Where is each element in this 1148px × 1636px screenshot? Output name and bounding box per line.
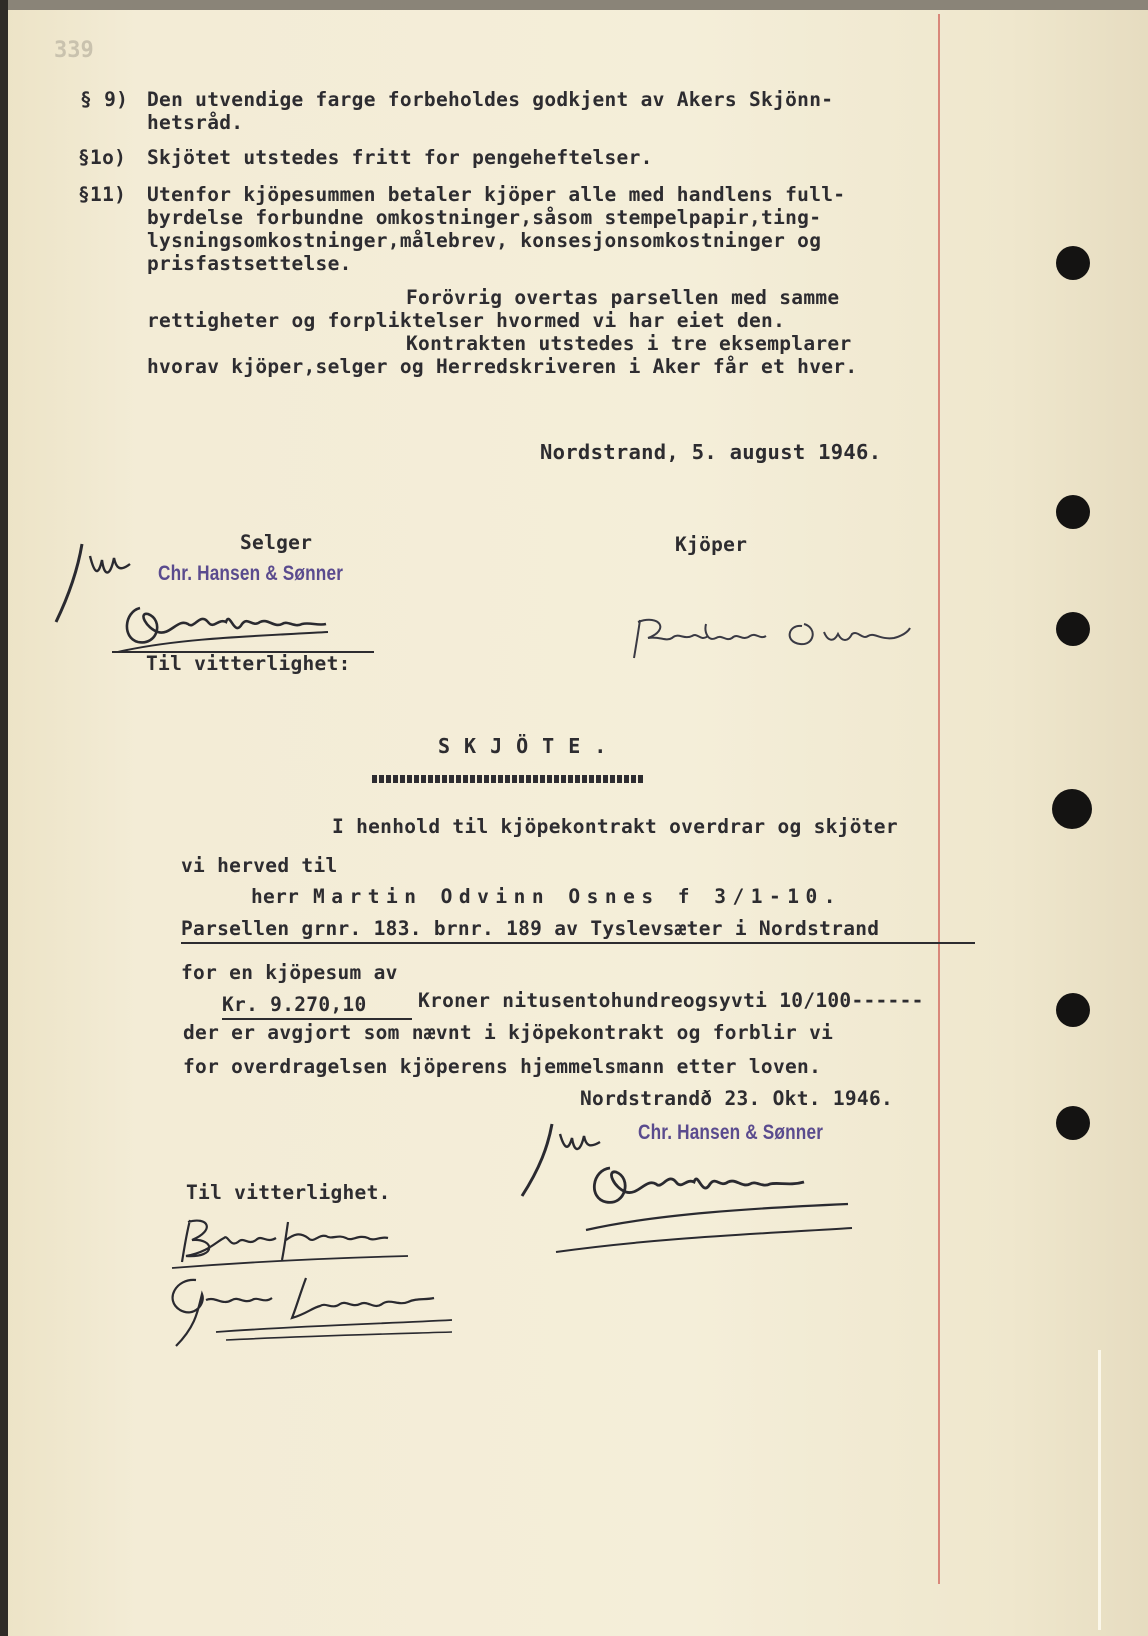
amount-words: Kroner nitusentohundreogsyvti 10/100------ bbox=[418, 989, 924, 1012]
witness-label: Til vitterlighet: bbox=[146, 652, 351, 675]
section-10-line: Skjötet utstedes fritt for pengeheftelser. bbox=[147, 146, 653, 169]
section-11-line: lysningsomkostninger,målebrev, konsesjonsomkostninger og bbox=[147, 229, 822, 252]
deed-line: for en kjöpesum av bbox=[181, 961, 398, 984]
deed-seller-signature bbox=[556, 1158, 856, 1258]
scan-top-edge bbox=[0, 0, 1148, 10]
closing-line: Forövrig overtas parsellen med samme bbox=[406, 286, 840, 309]
buyer-name: Martin Odvinn Osnes f 3/1-10. bbox=[313, 885, 842, 908]
buyer-signature bbox=[632, 612, 912, 672]
punch-hole bbox=[1052, 789, 1092, 829]
deed-line: der er avgjort som nævnt i kjöpekontrakt og forblir vi bbox=[183, 1021, 834, 1044]
witness-signature-2 bbox=[136, 1270, 456, 1350]
faint-page-number: 339 bbox=[54, 38, 94, 63]
closing-line: hvorav kjöper,selger og Herredskriveren i Aker får et hver. bbox=[147, 355, 858, 378]
section-9-label: § 9) bbox=[80, 88, 129, 111]
section-11-line: byrdelse forbundne omkostninger,såsom stempelpapir,ting- bbox=[147, 206, 822, 229]
deed-place-date: Nordstrandð 23. Okt. 1946. bbox=[580, 1087, 894, 1110]
section-11-label: §11) bbox=[78, 183, 127, 206]
section-11-line: prisfastsettelse. bbox=[147, 252, 352, 275]
deed-line: for overdragelsen kjöperens hjemmelsmann etter loven. bbox=[183, 1055, 822, 1078]
amount-underline bbox=[222, 1018, 412, 1020]
punch-hole bbox=[1056, 993, 1090, 1027]
contract-place-date: Nordstrand, 5. august 1946. bbox=[540, 440, 882, 464]
scan-left-edge bbox=[0, 0, 8, 1636]
witness-signature-1 bbox=[168, 1212, 418, 1272]
deed-seller-company-stamp: Chr. Hansen & Sønner bbox=[638, 1121, 824, 1144]
deed-witness-label: Til vitterlighet. bbox=[186, 1181, 391, 1204]
section-10-label: §1o) bbox=[78, 146, 127, 169]
closing-line: Kontrakten utstedes i tre eksemplarer bbox=[406, 332, 852, 355]
title-underline bbox=[372, 775, 644, 783]
parcel-underline bbox=[181, 942, 975, 944]
section-9-line: hetsråd. bbox=[147, 111, 244, 134]
punch-hole bbox=[1056, 246, 1090, 280]
punch-hole bbox=[1056, 612, 1090, 646]
buyer-label: Kjöper bbox=[675, 533, 748, 556]
seller-company-stamp: Chr. Hansen & Sønner bbox=[158, 562, 344, 585]
buyer-prefix: herr bbox=[251, 885, 300, 908]
deed-line: I henhold til kjöpekontrakt overdrar og skjöter bbox=[332, 815, 898, 838]
amount: Kr. 9.270,10 bbox=[222, 993, 367, 1016]
deed-line: vi herved til bbox=[181, 854, 338, 877]
parcel-line: Parsellen grnr. 183. brnr. 189 av Tyslevsæter i Nordstrand bbox=[181, 917, 880, 940]
closing-line: rettigheter og forpliktelser hvormed vi har eiet den. bbox=[147, 309, 786, 332]
section-9-line: Den utvendige farge forbeholdes godkjent av Akers Skjönn- bbox=[147, 88, 834, 111]
section-11-line: Utenfor kjöpesummen betaler kjöper alle med handlens full- bbox=[147, 183, 846, 206]
punch-hole bbox=[1056, 495, 1090, 529]
red-margin-line bbox=[938, 14, 940, 1584]
punch-hole bbox=[1056, 1106, 1090, 1140]
deed-title: SKJÖTE. bbox=[438, 734, 621, 758]
page-right-edge bbox=[1098, 1350, 1101, 1630]
seller-label: Selger bbox=[240, 531, 313, 554]
